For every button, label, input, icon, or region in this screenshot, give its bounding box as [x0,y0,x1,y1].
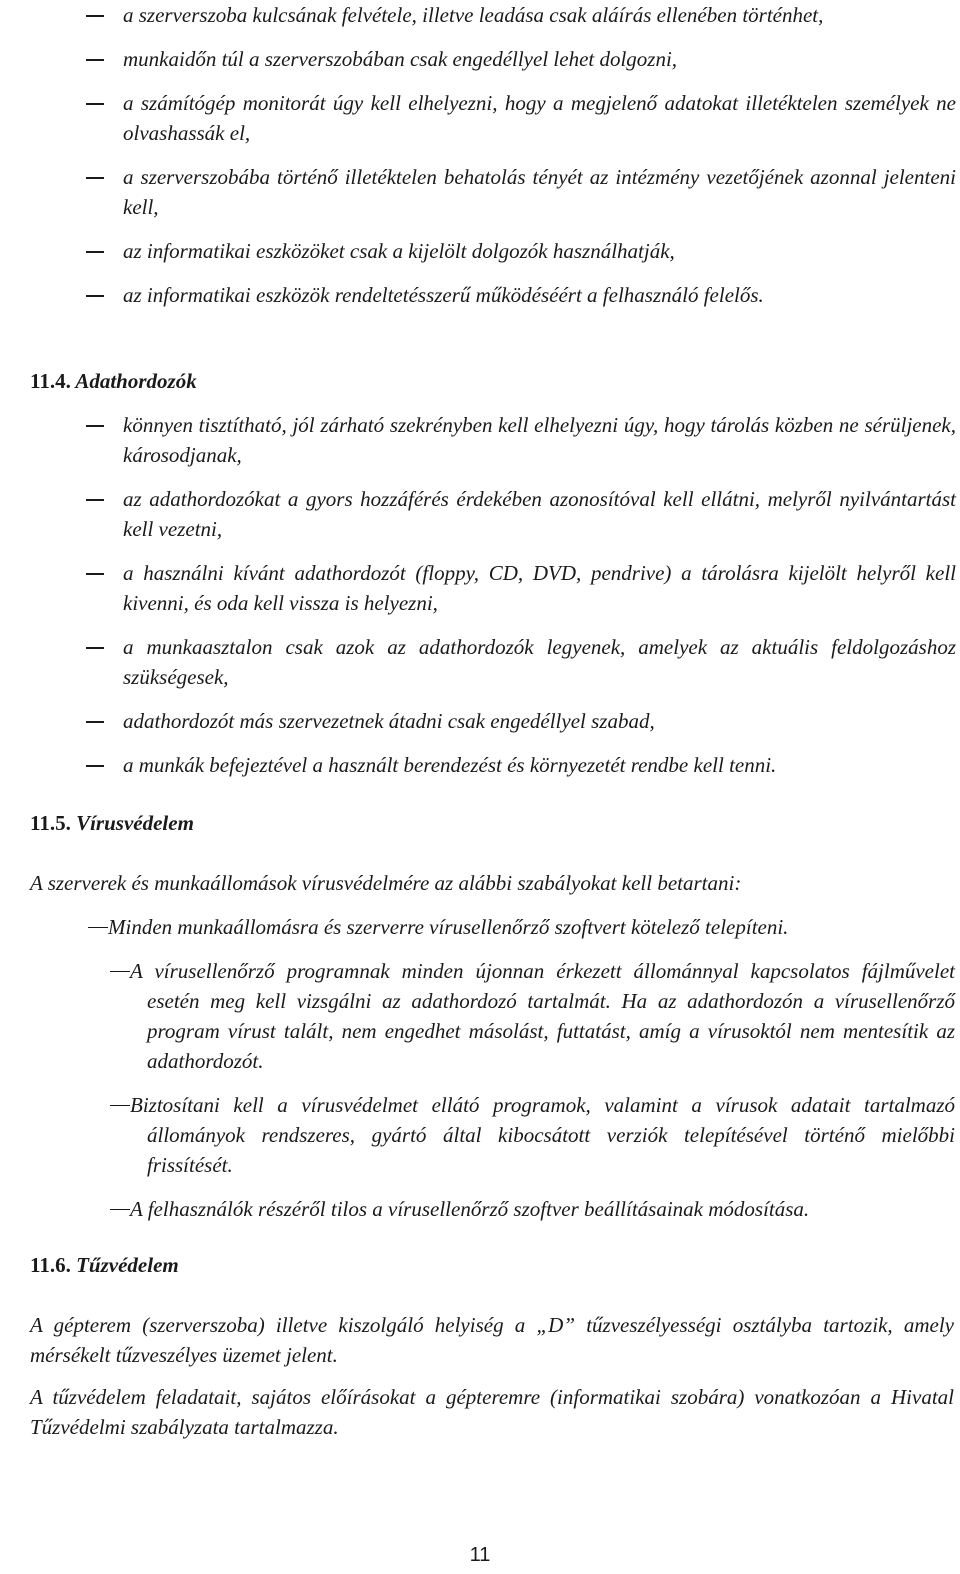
list-item: a szerverszoba kulcsának felvétele, illetve leadása csak aláírás ellenében történhet, [86,0,956,30]
dash-bullet [86,573,104,575]
dash-bullet [86,647,104,649]
section-heading-11-6: 11.6. Tűzvédelem [30,1253,179,1277]
list-item: a szerverszobába történő illetéktelen behatolás tényét az intézmény vezetőjének azonnal jelenteni kell, [86,162,956,222]
list-item: munkaidőn túl a szerverszobában csak engedéllyel lehet dolgozni, [86,44,956,74]
fire-paragraph-2: A tűzvédelem feladatait, sajátos előírásokat a gépteremre (informatikai szobára) vonatkozóan a Hivatal Tűzvédelmi szabályzata tartalmazza. [30,1385,954,1439]
dash-bullet [86,103,104,105]
dash-bullet [86,59,104,61]
virus-rules-list [110,912,955,1238]
list-item: A vírusellenőrző programnak minden újonnan érkezett állománnyal kapcsolatos fájlművelet esetén meg kell vizsgálni az adathordozó tartalmát. Ha az adathordozón a vírusellenőrző program vírust talált, nem engedhet másolást, futtatást, amíg a vírusoktól nem mentesítik az adathordozót. [110,956,955,1076]
list-item: a munkaasztalon csak azok az adathordozók legyenek, amelyek az aktuális feldolgozáshoz szükségesek, [86,632,956,692]
dash-bullet [86,765,104,767]
dash-bullet [86,499,104,501]
section-heading-11-5: 11.5. Vírusvédelem [30,811,194,835]
dash-bullet [86,295,104,297]
section-heading-11-4: 11.4. Adathordozók [30,369,197,393]
dash-bullet [86,177,104,179]
storage-media-rules-list [86,410,956,794]
list-item: az informatikai eszközök rendeltetésszerű működéséért a felhasználó felelős. [86,280,956,310]
dash-bullet [86,721,104,723]
list-item: a használni kívánt adathordozót (floppy, CD, DVD, pendrive) a tárolásra kijelölt helyről kell kivenni, és oda kell vissza is helyezni, [86,558,956,618]
virus-intro-paragraph: A szerverek és munkaállomások vírusvédelmére az alábbi szabályokat kell betartani: [30,871,742,895]
dash-bullet [110,1209,130,1211]
dash-bullet [86,425,104,427]
dash-bullet [86,15,104,17]
list-item: a munkák befejeztével a használt berendezést és környezetét rendbe kell tenni. [86,750,956,780]
list-item: a számítógép monitorát úgy kell elhelyezni, hogy a megjelenő adatokat illetéktelen személyek ne olvashassák el, [86,88,956,148]
fire-paragraph-1: A gépterem (szerverszoba) illetve kiszolgáló helyiség a „D” tűzveszélyességi osztályba tartozik, amely mérsékelt tűzveszélyes üzemet jelent. [30,1313,954,1367]
dash-bullet [88,927,108,929]
dash-bullet [110,971,130,973]
list-item: adathordozót más szervezetnek átadni csak engedéllyel szabad, [86,706,956,736]
dash-bullet [110,1105,130,1107]
list-item: az adathordozókat a gyors hozzáférés érdekében azonosítóval kell ellátni, melyről nyilvántartást kell vezetni, [86,484,956,544]
list-item: könnyen tisztítható, jól zárható szekrényben kell elhelyezni úgy, hogy tárolás közben ne sérüljenek, károsodjanak, [86,410,956,470]
list-item: A felhasználók részéről tilos a vírusellenőrző szoftver beállításainak módosítása. [110,1194,955,1224]
dash-bullet [86,251,104,253]
list-item: Minden munkaállomásra és szerverre vírusellenőrző szoftvert kötelező telepíteni. [88,912,955,942]
server-room-rules-list [86,0,956,324]
list-item: Biztosítani kell a vírusvédelmet ellátó programok, valamint a vírusok adatait tartalmazó állományok rendszeres, gyártó által kibocsátott verziók telepítésével történő mielőbbi frissítését. [110,1090,955,1180]
page-number: 11 [469,1544,491,1566]
list-item: az informatikai eszközöket csak a kijelölt dolgozók használhatják, [86,236,956,266]
